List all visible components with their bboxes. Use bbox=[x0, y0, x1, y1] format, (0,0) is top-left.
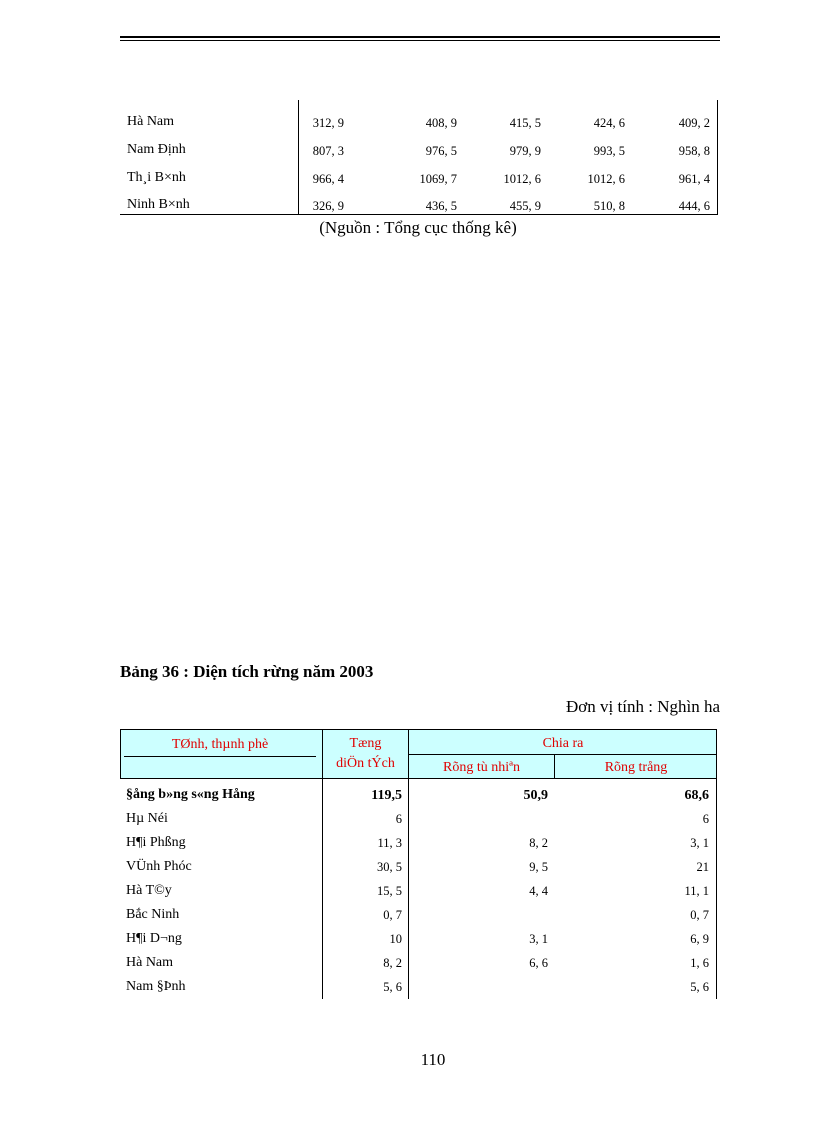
province-name: Hà T©y bbox=[126, 883, 172, 898]
total-area: 5, 6 bbox=[383, 980, 402, 994]
cell: 312, 9 bbox=[312, 116, 344, 130]
planted-forest: 6 bbox=[702, 812, 709, 826]
province-name: Nam Định bbox=[127, 142, 186, 157]
header-natural-forest: Rõng tù nhiªn bbox=[443, 760, 520, 775]
forest-area-table bbox=[120, 729, 717, 999]
province-name: Hà Nam bbox=[126, 955, 174, 970]
table-row bbox=[120, 859, 717, 881]
table-row bbox=[120, 170, 718, 190]
province-name: Bắc Ninh bbox=[126, 907, 180, 922]
header-province: TØnh, thµnh phè bbox=[171, 737, 269, 752]
planted-forest: 6, 9 bbox=[690, 932, 709, 946]
planted-forest: 3, 1 bbox=[690, 836, 709, 850]
planted-forest: 0, 7 bbox=[690, 908, 709, 922]
total-area: 0, 7 bbox=[383, 908, 402, 922]
table-row bbox=[120, 883, 717, 905]
header-breakdown: Chia ra bbox=[542, 736, 584, 751]
province-name: Hµ Néi bbox=[126, 811, 168, 826]
province-name: H¶i D¬ng bbox=[126, 931, 182, 946]
table-row bbox=[120, 197, 718, 217]
cell: 326, 9 bbox=[312, 199, 344, 213]
table-row bbox=[120, 979, 717, 1001]
source-note: (Nguồn : Tổng cục thống kê) bbox=[319, 218, 517, 237]
planted-forest: 21 bbox=[696, 860, 709, 874]
cell: 993, 5 bbox=[593, 144, 625, 158]
province-name: Nam §Þnh bbox=[126, 979, 186, 994]
cell: 436, 5 bbox=[425, 199, 457, 213]
table-row bbox=[120, 114, 718, 134]
natural-forest: 8, 2 bbox=[529, 836, 548, 850]
province-name: §ång b»ng s«ng Hång bbox=[126, 787, 255, 802]
cell: 424, 6 bbox=[593, 116, 625, 130]
cell: 510, 8 bbox=[593, 199, 625, 213]
cell: 966, 4 bbox=[312, 172, 344, 186]
province-name: Hà Nam bbox=[127, 114, 175, 129]
natural-forest: 50,9 bbox=[523, 788, 548, 803]
unit-label: Đơn vị tính : Nghìn ha bbox=[566, 697, 720, 716]
cell: 958, 8 bbox=[678, 144, 710, 158]
cell: 1012, 6 bbox=[587, 172, 625, 186]
planted-forest: 1, 6 bbox=[690, 956, 709, 970]
cell: 409, 2 bbox=[678, 116, 710, 130]
natural-forest: 9, 5 bbox=[529, 860, 548, 874]
cell: 807, 3 bbox=[312, 144, 344, 158]
cell: 979, 9 bbox=[509, 144, 541, 158]
header-planted-forest: Rõng trång bbox=[604, 760, 668, 775]
planted-forest: 68,6 bbox=[684, 788, 709, 803]
cell: 976, 5 bbox=[425, 144, 457, 158]
total-area: 8, 2 bbox=[383, 956, 402, 970]
header-total-line1: Tæng bbox=[349, 736, 382, 751]
cell: 444, 6 bbox=[678, 199, 710, 213]
planted-forest: 5, 6 bbox=[690, 980, 709, 994]
total-area: 30, 5 bbox=[377, 860, 402, 874]
cell: 961, 4 bbox=[678, 172, 710, 186]
total-area: 15, 5 bbox=[377, 884, 402, 898]
natural-forest: 3, 1 bbox=[529, 932, 548, 946]
province-name: Th¸i B×nh bbox=[127, 170, 186, 185]
cell: 415, 5 bbox=[509, 116, 541, 130]
cell: 1069, 7 bbox=[419, 172, 457, 186]
planted-forest: 11, 1 bbox=[684, 884, 709, 898]
province-name: Ninh B×nh bbox=[127, 197, 190, 212]
table-row bbox=[120, 931, 717, 953]
total-area: 11, 3 bbox=[377, 836, 402, 850]
natural-forest: 4, 4 bbox=[529, 884, 548, 898]
natural-forest: 6, 6 bbox=[529, 956, 548, 970]
table-row bbox=[120, 811, 717, 833]
table-row-region-total bbox=[120, 787, 717, 809]
page-number: 110 bbox=[420, 1050, 446, 1069]
total-area: 10 bbox=[389, 932, 402, 946]
header-rule bbox=[120, 36, 720, 41]
table-title: Bảng 36 : Diện tích rừng năm 2003 bbox=[120, 662, 374, 681]
table-row bbox=[120, 955, 717, 977]
cell: 455, 9 bbox=[509, 199, 541, 213]
province-table-continued bbox=[120, 100, 718, 215]
total-area: 6 bbox=[395, 812, 402, 826]
table-row bbox=[120, 835, 717, 857]
cell: 408, 9 bbox=[425, 116, 457, 130]
cell: 1012, 6 bbox=[503, 172, 541, 186]
total-area: 119,5 bbox=[371, 788, 402, 803]
province-name: H¶i Phßng bbox=[126, 835, 186, 850]
table-row bbox=[120, 142, 718, 162]
province-name: VÜnh Phóc bbox=[126, 859, 192, 874]
table-row bbox=[120, 907, 717, 929]
header-total-line2: diÖn tÝch bbox=[336, 756, 395, 771]
